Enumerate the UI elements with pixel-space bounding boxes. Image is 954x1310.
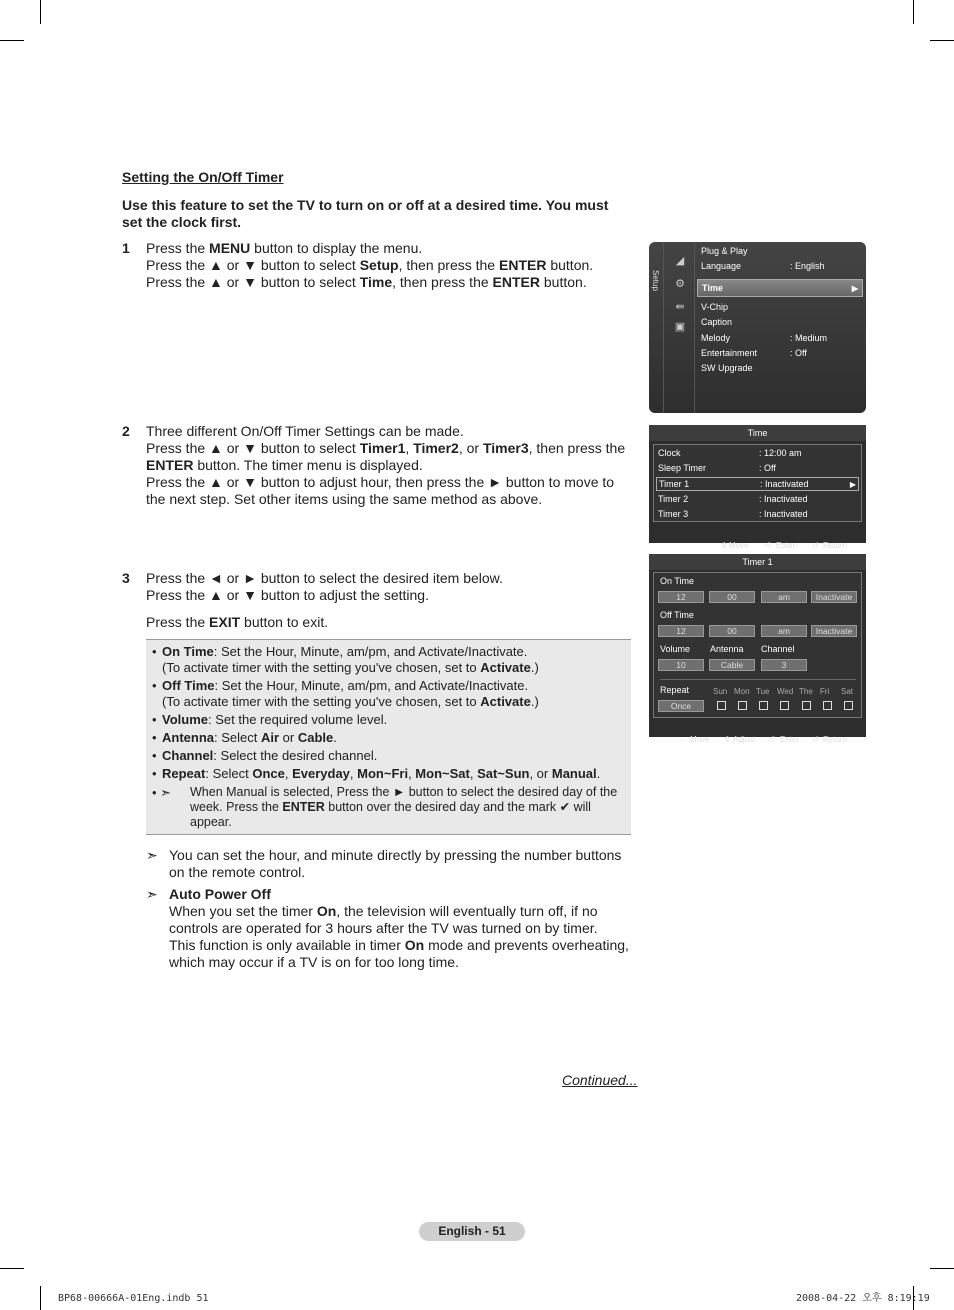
- tip-title: Auto Power Off: [169, 886, 271, 902]
- day-checkbox[interactable]: [844, 701, 853, 710]
- step-line: Press the ▲ or ▼ button to select Setup, then press the ENTER button.: [146, 257, 594, 273]
- off-minute-field[interactable]: 00: [709, 625, 755, 637]
- osd-time-menu: Time Clock : 12:00 am Sleep Timer : Off Timer 1 : Inactivated ▶ Timer 2 : Inactivated Timer 3 : Inactivated ⇕ Move ⏎ Enter ↺ Return: [649, 425, 866, 543]
- tip-number-buttons: ➣ You can set the hour, and minute directly by pressing the number buttons on the remote control.: [146, 847, 622, 880]
- step-number: 1: [122, 240, 130, 256]
- off-ampm-field[interactable]: am: [761, 625, 807, 637]
- step-3: [122, 570, 632, 631]
- day-label: The: [799, 687, 813, 696]
- crop-mark: [930, 40, 954, 41]
- crop-mark: [40, 0, 41, 24]
- osd-setup-menu: [649, 242, 866, 413]
- step-line: Press the ▲ or ▼ button to adjust hour, then press the ► button to move to the next step. Set other items using the same method as above.: [146, 474, 615, 507]
- note-item: • Off Time: Set the Hour, Minute, am/pm, and Activate/Inactivate. (To activate timer with the setting you've chosen, set to Activate.): [152, 678, 625, 710]
- osd-icon-column: [665, 242, 695, 413]
- note-item: • Antenna: Select Air or Cable.: [152, 730, 625, 746]
- picture-icon: ◢: [675, 255, 685, 267]
- time-item-timer1[interactable]: Timer 1 : Inactivated ▶: [656, 477, 859, 491]
- on-ampm-field[interactable]: am: [761, 591, 807, 603]
- day-label: Wed: [777, 687, 794, 696]
- note-item: • On Time: Set the Hour, Minute, am/pm, and Activate/Inactivate. (To activate timer with the setting you've chosen, set to Activate.): [152, 644, 625, 676]
- step-line: Press the ▲ or ▼ button to select Time, then press the ENTER button.: [146, 274, 587, 290]
- step-number: 2: [122, 423, 130, 439]
- on-hour-field[interactable]: 12: [658, 591, 704, 603]
- step-line: Press the ▲ or ▼ button to adjust the setting.: [146, 587, 429, 603]
- menu-item-vchip[interactable]: V-Chip: [701, 302, 729, 312]
- osd-side-tab: Setup: [649, 242, 664, 413]
- note-item: • Channel: Select the desired channel.: [152, 748, 625, 764]
- antenna-field[interactable]: Cable: [709, 659, 755, 671]
- osd-title: Time: [649, 425, 866, 441]
- osd-timer1: Timer 1 On Time 12 00 am Inactivate Off Time 12 00 am Inactivate Volume Antenna Channel 10 Cable 3 Repeat Once Sun Mon Tue Wed The Fri Sat ⇔ Move ⇕ Adjust ⏎ Enter ↺ Return: [649, 554, 866, 737]
- section-title: Setting the On/Off Timer: [122, 169, 284, 185]
- day-checkbox[interactable]: [759, 701, 768, 710]
- crop-mark: [930, 1268, 954, 1269]
- arrow-right-icon: ▶: [849, 480, 856, 489]
- repeat-label: Repeat: [660, 685, 690, 695]
- volume-label: Volume: [660, 644, 691, 654]
- step-2: [122, 423, 632, 508]
- footer-date: 2008-04-22 오후 8:19:19: [796, 1293, 930, 1304]
- step-line: Press the ◄ or ► button to select the desired item below.: [146, 570, 503, 586]
- intro-text: Use this feature to set the TV to turn on or off at a desired time. You must set the clock first.: [122, 197, 609, 230]
- note-arrow-icon: ➣: [146, 847, 158, 863]
- step-line: Three different On/Off Timer Settings can be made.: [146, 423, 464, 439]
- menu-item-sw-upgrade[interactable]: SW Upgrade: [701, 363, 753, 373]
- adjust-icon: ⇕: [724, 735, 731, 744]
- return-icon: ↺: [812, 541, 819, 550]
- return-icon: ↺: [812, 735, 819, 744]
- step-line: Press the MENU button to display the menu.: [146, 240, 423, 256]
- repeat-field[interactable]: Once: [658, 700, 704, 712]
- step-line: Press the ▲ or ▼ button to select Timer1, Timer2, or Timer3, then press the ENTER button. The timer menu is displayed.: [146, 440, 626, 473]
- day-label: Tue: [756, 687, 770, 696]
- day-checkbox[interactable]: [823, 701, 832, 710]
- day-label: Mon: [734, 687, 750, 696]
- tip-auto-power-off: ➣ Auto Power Off When you set the timer On, the television will eventually turn off, if no controls are operated for 3 hours after the TV was turned on by timer. This function is only available in timer On mode and prevents overheating, which may occur if a TV is on for too long time.: [146, 886, 629, 970]
- on-activate-field[interactable]: Inactivate: [811, 591, 857, 603]
- note-item: • Volume: Set the required volume level.: [152, 712, 625, 728]
- time-item-timer2[interactable]: Timer 2 : Inactivated: [658, 494, 808, 504]
- menu-item-caption[interactable]: Caption: [701, 317, 733, 327]
- day-checkbox[interactable]: [802, 701, 811, 710]
- step-line: Press the EXIT button to exit.: [146, 614, 329, 630]
- time-item-sleep-timer[interactable]: Sleep Timer : Off: [658, 463, 776, 473]
- on-time-label: On Time: [660, 576, 695, 586]
- divider: [660, 679, 856, 680]
- manual-note: • ➣ When Manual is selected, Press the ► button to select the desired day of the week. Press the ENTER button over the desired day and the mark ✔ will appear.: [152, 784, 618, 829]
- day-label: Sun: [713, 687, 728, 696]
- menu-item-time[interactable]: Time ▶: [697, 279, 863, 297]
- note-arrow-icon: • ➣: [152, 784, 172, 800]
- move-icon: ⇕: [721, 541, 728, 550]
- time-item-clock[interactable]: Clock : 12:00 am: [658, 448, 802, 458]
- menu-item-entertainment[interactable]: Entertainment : Off: [701, 348, 807, 358]
- on-minute-field[interactable]: 00: [709, 591, 755, 603]
- time-item-timer3[interactable]: Timer 3 : Inactivated: [658, 509, 808, 519]
- menu-item-language[interactable]: Language : English: [701, 261, 825, 271]
- day-label: Fri: [820, 687, 830, 696]
- arrow-right-icon: ▶: [851, 284, 858, 293]
- continued-label: Continued...: [562, 1072, 638, 1088]
- crop-mark: [40, 1286, 41, 1310]
- day-checkbox[interactable]: [738, 701, 747, 710]
- footer-file: BP68-00666A-01Eng.indb 51: [58, 1293, 209, 1304]
- enter-icon: ⏎: [768, 735, 775, 744]
- note-item: • Repeat: Select Once, Everyday, Mon~Fri, Mon~Sat, Sat~Sun, or Manual.: [152, 766, 625, 782]
- off-hour-field[interactable]: 12: [658, 625, 704, 637]
- move-icon: ⇔: [679, 735, 687, 744]
- notes-box: [146, 639, 631, 835]
- antenna-label: Antenna: [710, 644, 744, 654]
- menu-item-plug-play[interactable]: Plug & Play: [701, 246, 748, 256]
- input-icon: ⇚: [675, 301, 685, 313]
- note-arrow-icon: ➣: [146, 886, 158, 902]
- setup-gear-icon: ⚙: [675, 278, 685, 290]
- day-checkbox[interactable]: [717, 701, 726, 710]
- day-checkbox[interactable]: [780, 701, 789, 710]
- page-number-badge: English - 51: [419, 1222, 525, 1241]
- crop-mark: [0, 1268, 24, 1269]
- day-label: Sat: [841, 687, 854, 696]
- menu-item-melody[interactable]: Melody : Medium: [701, 333, 828, 343]
- channel-label: Channel: [761, 644, 795, 654]
- step-1: [122, 240, 632, 291]
- off-activate-field[interactable]: Inactivate: [811, 625, 857, 637]
- enter-icon: ⏎: [764, 541, 771, 550]
- channel-field[interactable]: 3: [761, 659, 807, 671]
- osd-title: Timer 1: [649, 554, 866, 570]
- volume-field[interactable]: 10: [658, 659, 704, 671]
- crop-mark: [0, 40, 24, 41]
- application-icon: ▣: [674, 321, 686, 333]
- step-number: 3: [122, 570, 130, 586]
- off-time-label: Off Time: [660, 610, 694, 620]
- crop-mark: [913, 0, 914, 24]
